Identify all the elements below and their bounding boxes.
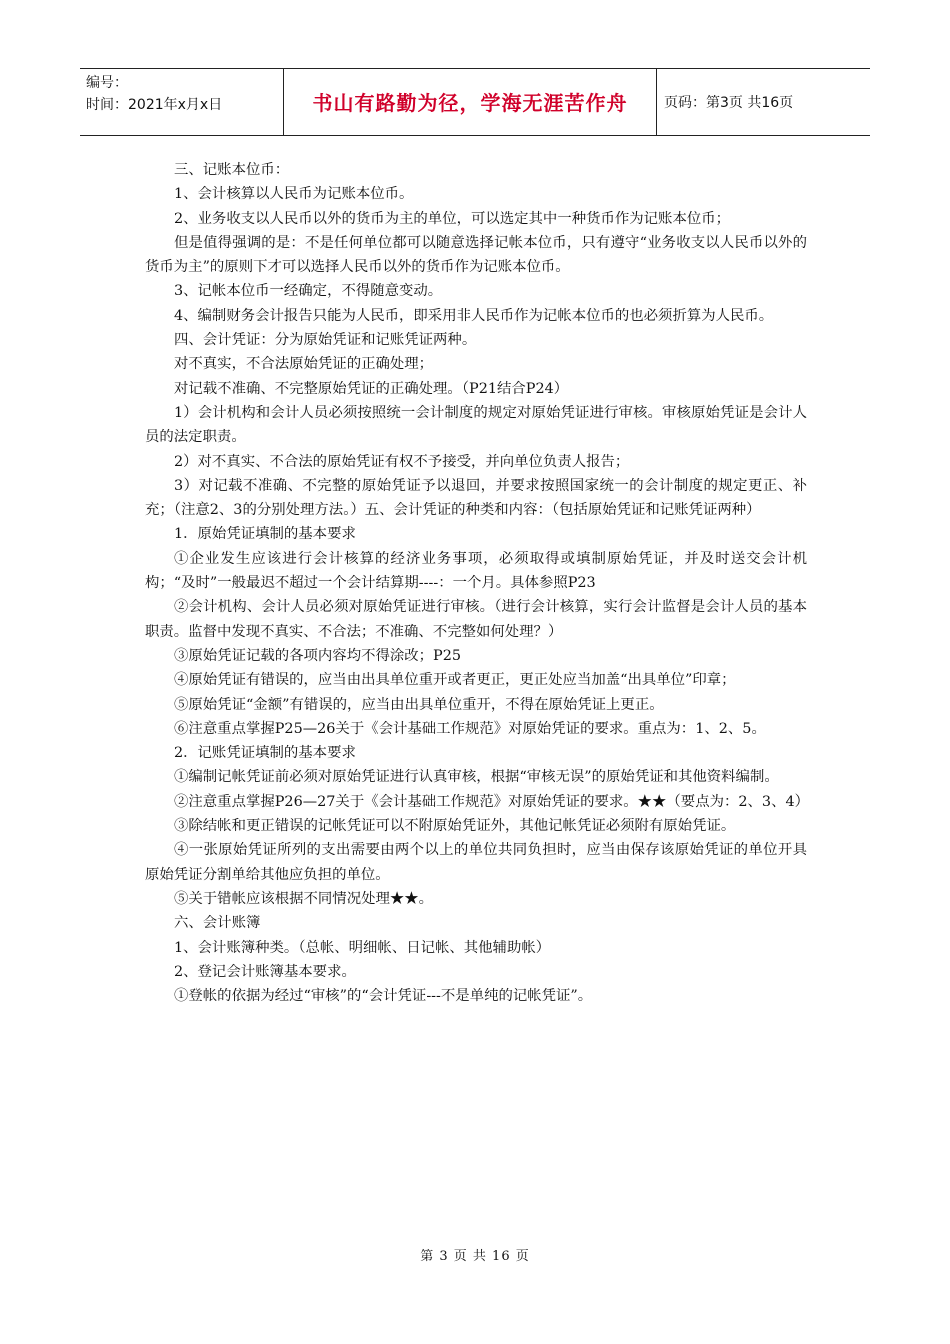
paragraph: 2、业务收支以人民币以外的货币为主的单位，可以选定其中一种货币作为记账本位币； xyxy=(174,210,731,227)
paragraph: 3、记帐本位币一经确定，不得随意变动。 xyxy=(174,283,443,300)
paragraph: ⑥注意重点掌握P25—26关于《会计基础工作规范》对原始凭证的要求。重点为：1、2、5。 xyxy=(174,720,766,737)
paragraph: 4、编制财务会计报告只能为人民币，即采用非人民币作为记帐本位币的也必须折算为人民币。 xyxy=(174,307,774,324)
paragraph: ①登帐的依据为经过“审核”的“会计凭证---不是单纯的记帐凭证”。 xyxy=(174,988,593,1005)
document-body xyxy=(145,158,810,1008)
header-page-info: 页码：第3页 共16页 xyxy=(664,94,794,111)
paragraph: ①企业发生应该进行会计核算的经济业务事项，必须取得或填制原始凭证，并及时送交会计机构；“及时”一般最迟不超过一个会计结算期----：一个月。具体参照P23 xyxy=(145,550,807,592)
paragraph: 对不真实，不合法原始凭证的正确处理； xyxy=(174,356,434,373)
paragraph: 六、会计账簿 xyxy=(174,915,261,932)
code-label: 编号： xyxy=(86,75,128,91)
paragraph: ④一张原始凭证所列的支出需要由两个以上的单位共同负担时，应当由保存该原始凭证的单位开具原始凭证分割单给其他应负担的单位。 xyxy=(145,842,807,883)
paragraph: 1．原始凭证填制的基本要求 xyxy=(174,526,356,543)
paragraph: 2）对不真实、不合法的原始凭证有权不予接受，并向单位负责人报告； xyxy=(174,453,630,470)
paragraph: ①编制记帐凭证前必须对原始凭证进行认真审核，根据“审核无误”的原始凭证和其他资料编制。 xyxy=(174,769,779,786)
time-label: 时间：2021年x月x日 xyxy=(86,97,223,113)
paragraph: 2、登记会计账簿基本要求。 xyxy=(174,963,356,980)
paragraph: ⑤关于错帐应该根据不同情况处理★★。 xyxy=(174,890,434,907)
page-footer: 第 3 页 共 16 页 xyxy=(420,1249,530,1264)
header-bottom-rule xyxy=(80,135,870,136)
paragraph: ③除结帐和更正错误的记帐凭证可以不附原始凭证外，其他记帐凭证必须附有原始凭证。 xyxy=(174,818,736,835)
header-divider-right xyxy=(656,68,657,135)
paragraph: 但是值得强调的是：不是任何单位都可以随意选择记帐本位币，只有遵守“业务收支以人民币以外的货币为主”的原则下才可以选择人民币以外的货币作为记账本位币。 xyxy=(145,234,807,276)
paragraph: 1、会计账簿种类。（总帐、明细帐、日记帐、其他辅助帐） xyxy=(174,939,551,956)
paragraph: ④原始凭证有错误的，应当由出具单位重开或者更正，更正处应当加盖“出具单位”印章； xyxy=(174,672,736,689)
header-meta xyxy=(86,72,282,116)
paragraph: ③原始凭证记载的各项内容均不得涂改；P25 xyxy=(174,647,462,664)
header-motto: 书山有路勤为径，学海无涯苦作舟 xyxy=(312,91,628,115)
paragraph: ⑤原始凭证“金额”有错误的，应当由出具单位重开，不得在原始凭证上更正。 xyxy=(174,696,664,713)
paragraph: 1、会计核算以人民币为记账本位币。 xyxy=(174,186,414,203)
paragraph: 对记载不准确、不完整原始凭证的正确处理。（P21结合P24） xyxy=(174,380,569,397)
paragraph: ②注意重点掌握P26—27关于《会计基础工作规范》对原始凭证的要求。★★（要点为：2、3、4） xyxy=(174,793,810,810)
paragraph: 3）对记载不准确、不完整的原始凭证予以退回，并要求按照国家统一的会计制度的规定更正、补充；（注意2、3的分别处理方法。）五、会计凭证的种类和内容：（包括原始凭证和记账凭证两种） xyxy=(145,477,807,519)
paragraph: 三、记账本位币： xyxy=(174,162,290,178)
paragraph: 四、会计凭证：分为原始凭证和记账凭证两种。 xyxy=(174,332,477,349)
paragraph: 2．记账凭证填制的基本要求 xyxy=(174,745,356,762)
paragraph: 1）会计机构和会计人员必须按照统一会计制度的规定对原始凭证进行审核。审核原始凭证是会计人员的法定职责。 xyxy=(145,404,807,446)
paragraph: ②会计机构、会计人员必须对原始凭证进行审核。（进行会计核算，实行会计监督是会计人员的基本职责。监督中发现不真实、不合法；不准确、不完整如何处理？） xyxy=(145,599,807,640)
